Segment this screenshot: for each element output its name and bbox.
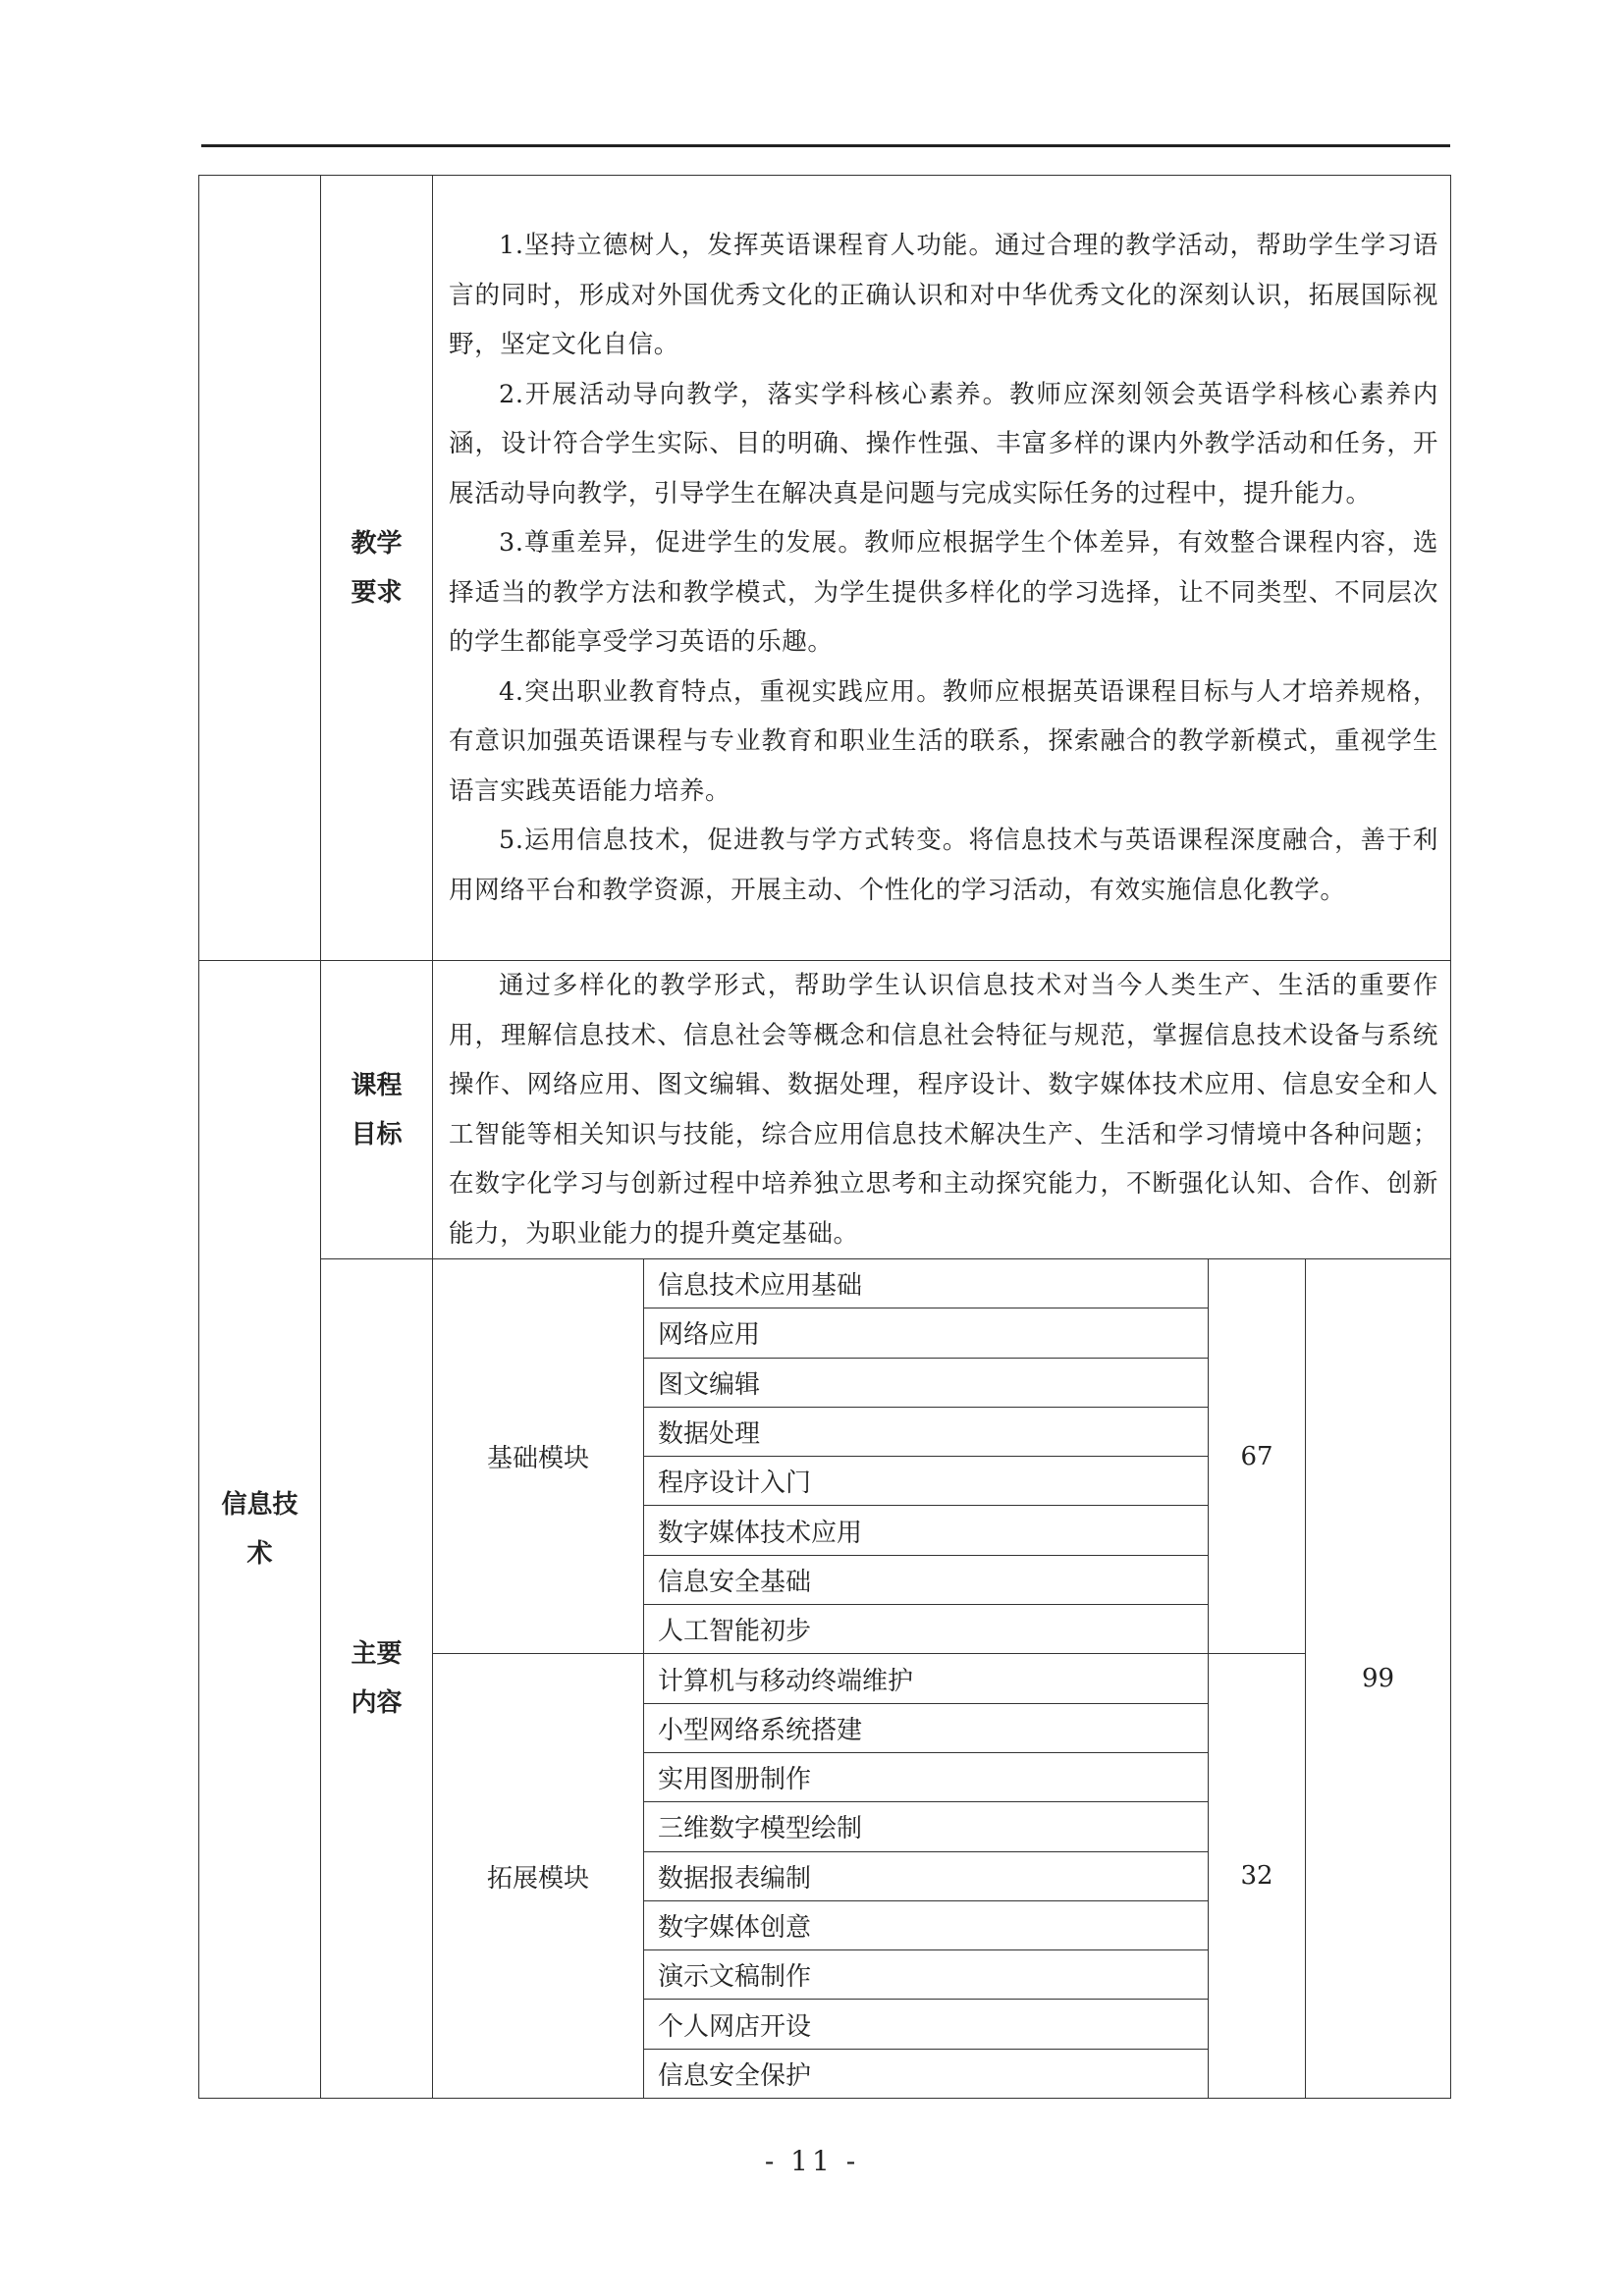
module-topic: 三维数字模型绘制 <box>644 1802 1209 1851</box>
requirement-paragraph-1: 1.坚持立德树人，发挥英语课程育人功能。通过合理的教学活动，帮助学生学习语言的同时，形成对外国优秀文化的正确认识和对中华优秀文化的深刻认识，拓展国际视野，坚定文化自信。 <box>449 231 1439 359</box>
requirement-paragraph-5: 5.运用信息技术，促进教与学方式转变。将信息技术与英语课程深度融合，善于利用网络平台和教学资源，开展主动、个性化的学习活动，有效实施信息化教学。 <box>449 826 1439 905</box>
total-hours: 99 <box>1306 1259 1451 2099</box>
module-topic: 数字媒体技术应用 <box>644 1506 1209 1555</box>
module-name-basic: 基础模块 <box>433 1259 644 1654</box>
item-label-course-goal <box>321 961 433 1259</box>
module-topic: 小型网络系统搭建 <box>644 1703 1209 1752</box>
module-topic: 实用图册制作 <box>644 1752 1209 1801</box>
item-label-line: 内容 <box>351 1688 403 1719</box>
curriculum-table <box>198 175 1451 2099</box>
item-label-teaching-requirements <box>321 176 433 961</box>
module-topic: 信息安全保护 <box>644 2049 1209 2098</box>
module-topic: 演示文稿制作 <box>644 1950 1209 2000</box>
item-label-line: 要求 <box>351 577 403 608</box>
requirement-paragraph-4: 4.突出职业教育特点，重视实践应用。教师应根据英语课程目标与人才培养规格，有意识加强英语课程与专业教育和职业生活的联系，探索融合的教学新模式，重视学生语言实践英语能力培养。 <box>449 676 1439 806</box>
course-goal-content <box>433 961 1451 1259</box>
module-topic: 程序设计入门 <box>644 1457 1209 1506</box>
module-topic: 图文编辑 <box>644 1358 1209 1407</box>
module-topic: 数据处理 <box>644 1407 1209 1456</box>
item-label-main-content <box>321 1259 433 2099</box>
module-hours-extended: 32 <box>1209 1654 1306 2099</box>
module-topic: 网络应用 <box>644 1308 1209 1358</box>
subject-label-line: 信息技 <box>221 1490 298 1521</box>
module-row <box>199 1259 1451 1308</box>
module-name-extended: 拓展模块 <box>433 1654 644 2099</box>
requirement-paragraph-3: 3.尊重差异，促进学生的发展。教师应根据学生个体差异，有效整合课程内容，选择适当的教学方法和教学模式，为学生提供多样化的学习选择，让不同类型、不同层次的学生都能享受学习英语的乐趣。 <box>449 528 1439 657</box>
module-topic: 信息技术应用基础 <box>644 1259 1209 1308</box>
item-label-line: 主要 <box>351 1639 403 1670</box>
subject-label-line: 术 <box>246 1539 273 1570</box>
item-label-line: 教学 <box>351 528 403 559</box>
subject-cell-continued <box>199 176 321 961</box>
module-topic: 数字媒体创意 <box>644 1900 1209 1949</box>
item-label-line: 目标 <box>351 1119 403 1149</box>
module-topic: 个人网店开设 <box>644 2000 1209 2049</box>
subject-label-info-tech <box>199 961 321 2099</box>
header-rule <box>201 144 1450 147</box>
page-number: - 11 - <box>764 2145 860 2177</box>
teaching-requirements-row <box>199 176 1451 961</box>
module-topic: 人工智能初步 <box>644 1605 1209 1654</box>
module-hours-basic: 67 <box>1209 1259 1306 1654</box>
course-goal-row <box>199 961 1451 1259</box>
teaching-requirements-content <box>433 176 1451 961</box>
module-topic: 数据报表编制 <box>644 1851 1209 1900</box>
module-topic: 信息安全基础 <box>644 1555 1209 1604</box>
item-label-line: 课程 <box>351 1070 403 1100</box>
module-topic: 计算机与移动终端维护 <box>644 1654 1209 1703</box>
course-goal-paragraph: 通过多样化的教学形式，帮助学生认识信息技术对当今人类生产、生活的重要作用，理解信息技术、信息社会等概念和信息社会特征与规范，掌握信息技术设备与系统操作、网络应用、图文编辑、数据处理，程序设计、数字媒体技术应用、信息安全和人工智能等相关知识与技能，综合应用信息技术解决生产、生活和学习情境中各种问题；在数字化学习与创新过程中培养独立思考和主动探究能力，不断强化认知、合作、创新能力，为职业能力的提升奠定基础。 <box>449 971 1439 1249</box>
requirement-paragraph-2: 2.开展活动导向教学，落实学科核心素养。教师应深刻领会英语学科核心素养内涵，设计符合学生实际、目的明确、操作性强、丰富多样的课内外教学活动和任务，开展活动导向教学，引导学生在解决真是问题与完成实际任务的过程中，提升能力。 <box>449 379 1439 508</box>
